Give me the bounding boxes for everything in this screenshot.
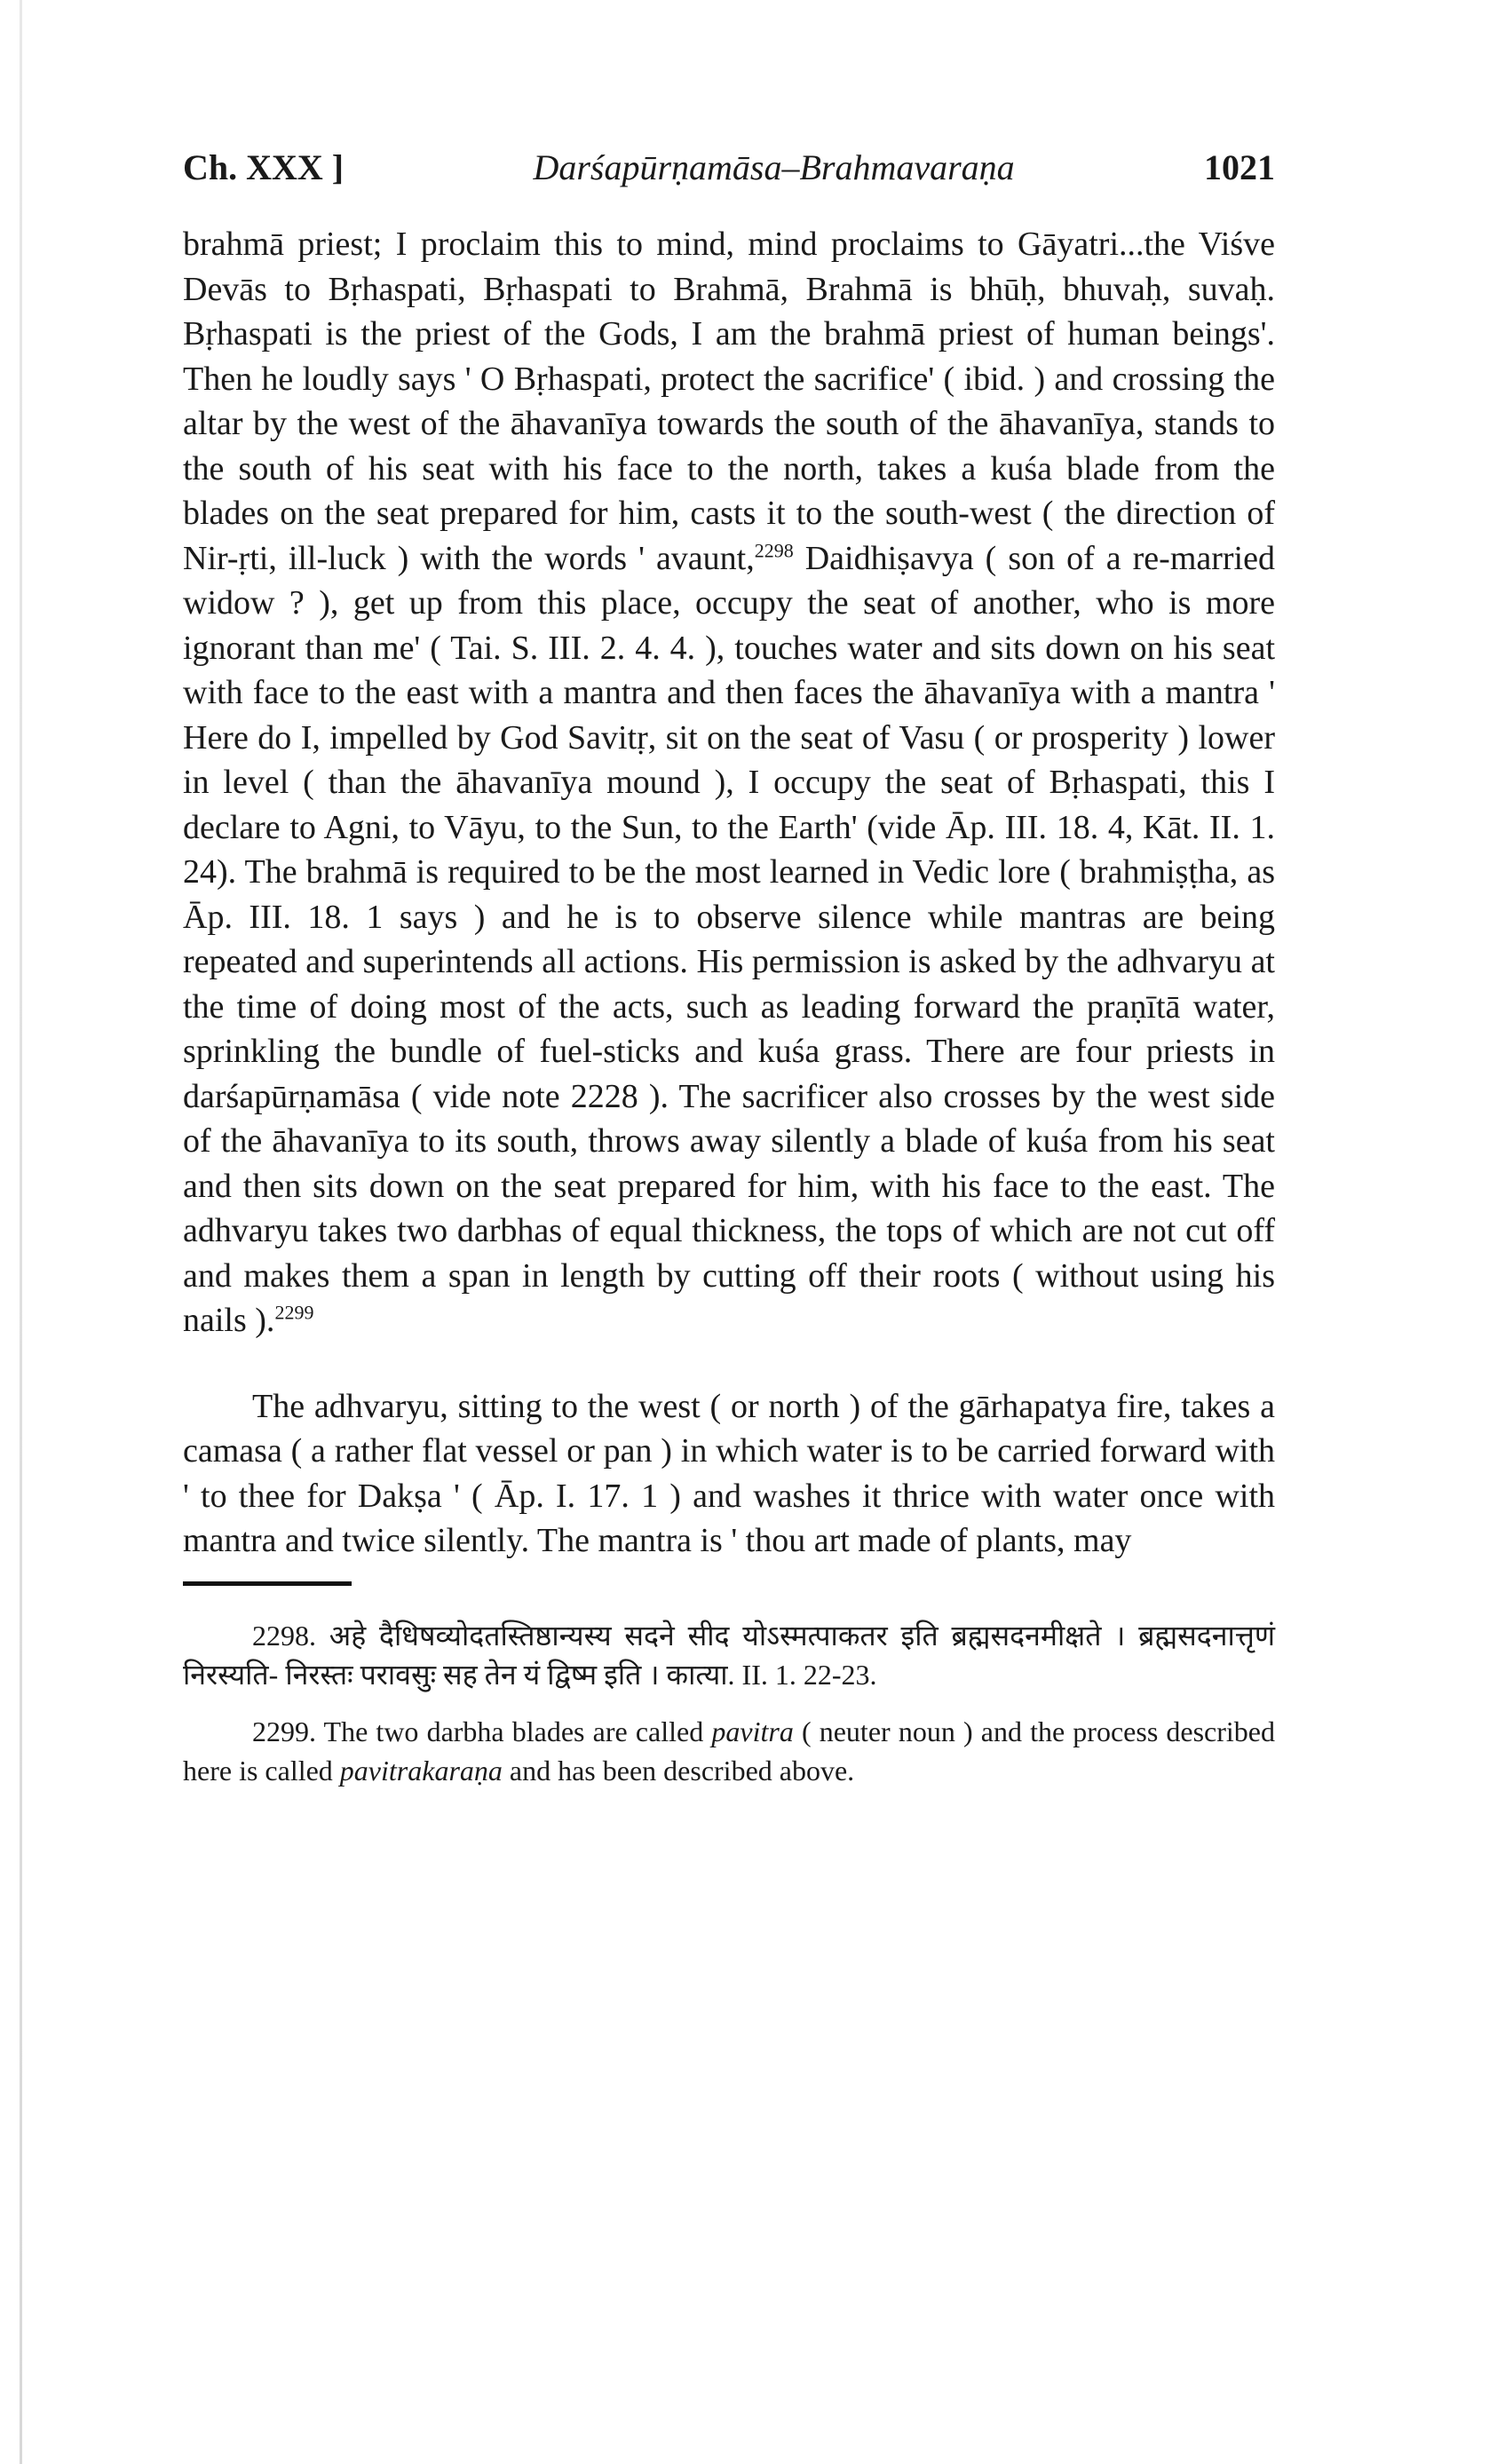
paragraph: The adhvaryu, sitting to the west ( or north ) of the gārhapatya fire, takes a camasa ( a rather flat vessel or pan ) in which water is to be carried forward with ' to thee for Dakṣa ' ( Āp. I. 17. 1 ) and washes it thrice with water once with mantra and twice silently. The mantra is ' thou art made of plants, may xyxy=(183,1387,1275,1559)
footnote-text: 2299. The two darbha blades are called xyxy=(252,1715,712,1747)
paragraph xyxy=(183,222,1275,1343)
running-header xyxy=(183,147,1275,188)
footnotes xyxy=(183,1616,1275,1790)
main-text xyxy=(183,222,1275,1564)
paragraph-text: brahmā priest; I proclaim this to mind, mind proclaims to Gāyatri...the Viśve Devās to Bṛhaspati, Bṛhaspati to Brahmā, Brahmā is bhūḥ, bhuvaḥ, suvaḥ. Bṛhaspati is the priest of the Gods, I am the brahmā priest of human beings'. Then he loudly says ' O Bṛhaspati, protect the sacrifice' ( ibid. ) and crossing the altar by the west of the āhavanīya towards the south of the āhavanīya, stands to the south of his seat with his face to the north, takes a kuśa blade from the blades on the seat prepared for him, casts it to the south-west ( the direction of Nir-ṛti, ill-luck ) with the words ' avaunt, xyxy=(183,226,1275,577)
footnote-rule xyxy=(183,1581,352,1586)
footnote-term: pavitra xyxy=(711,1715,794,1747)
scan-edge xyxy=(20,0,22,2464)
footnote xyxy=(183,1712,1275,1790)
paragraph-text: Daidhiṣavya ( son of a re-married widow ? ), get up from this place, occupy the seat of another, who is more ignorant than me' ( Tai. S. III. 2. 4. 4. ), touches water and sits down on his seat with face to the east with a mantra and then faces the āhavanīya with a mantra ' Here do I, impelled by God Savitṛ, sit on the seat of Vasu ( or prosperity ) lower in level ( than the āhavanīya mound ), I occupy the seat of Bṛhaspati, this I declare to Agni, to Vāyu, to the Sun, to the Earth' (vide Āp. III. 18. 4, Kāt. II. 1. 24). The brahmā is required to be the most learned in Vedic lore ( brahmiṣṭha, as Āp. III. 18. 1 says ) and he is to observe silence while mantras are being repeated and superintends all actions. His permission is asked by the adhvaryu at the time of doing most of the acts, such as leading forward the praṇītā water, sprinkling the bundle of fuel-sticks and kuśa grass. There are four priests in darśapūrṇamāsa ( vide note 2228 ). The sacrificer also crosses by the west side of the āhavanīya to its south, throws away silently a blade of kuśa from his seat and then sits down on the seat prepared for him, with his face to the east. The adhvaryu takes two darbhas of equal thickness, the tops of which are not cut off and makes them a span in length by cutting off their roots ( without using his nails ). xyxy=(183,539,1275,1339)
footnote-term: pavitrakaraṇa xyxy=(339,1754,503,1787)
book-page xyxy=(183,147,1275,1808)
footnote-ref: 2298 xyxy=(754,538,794,561)
footnote-text: and has been described above. xyxy=(502,1754,855,1787)
chapter-label: Ch. XXX ] xyxy=(183,147,345,187)
running-title: Darśapūrṇamāsa–Brahmavaraṇa xyxy=(533,147,1015,187)
footnote-text: ( neuter noun ) and the process described here is called xyxy=(183,1715,1276,1787)
page-number: 1021 xyxy=(1204,147,1275,187)
footnote-ref: 2299 xyxy=(274,1301,314,1324)
footnote: 2298. अहे दैधिषव्योदतस्तिष्ठान्यस्य सदने सीद योऽस्मत्पाकतर इति ब्रह्मसदनमीक्षते । ब्रह्मसदनात्तृणं निरस्यति- निरस्तः परावसुः सह तेन यं द्विष्म इति । कात्या. II. 1. 22-23. xyxy=(183,1619,1275,1691)
